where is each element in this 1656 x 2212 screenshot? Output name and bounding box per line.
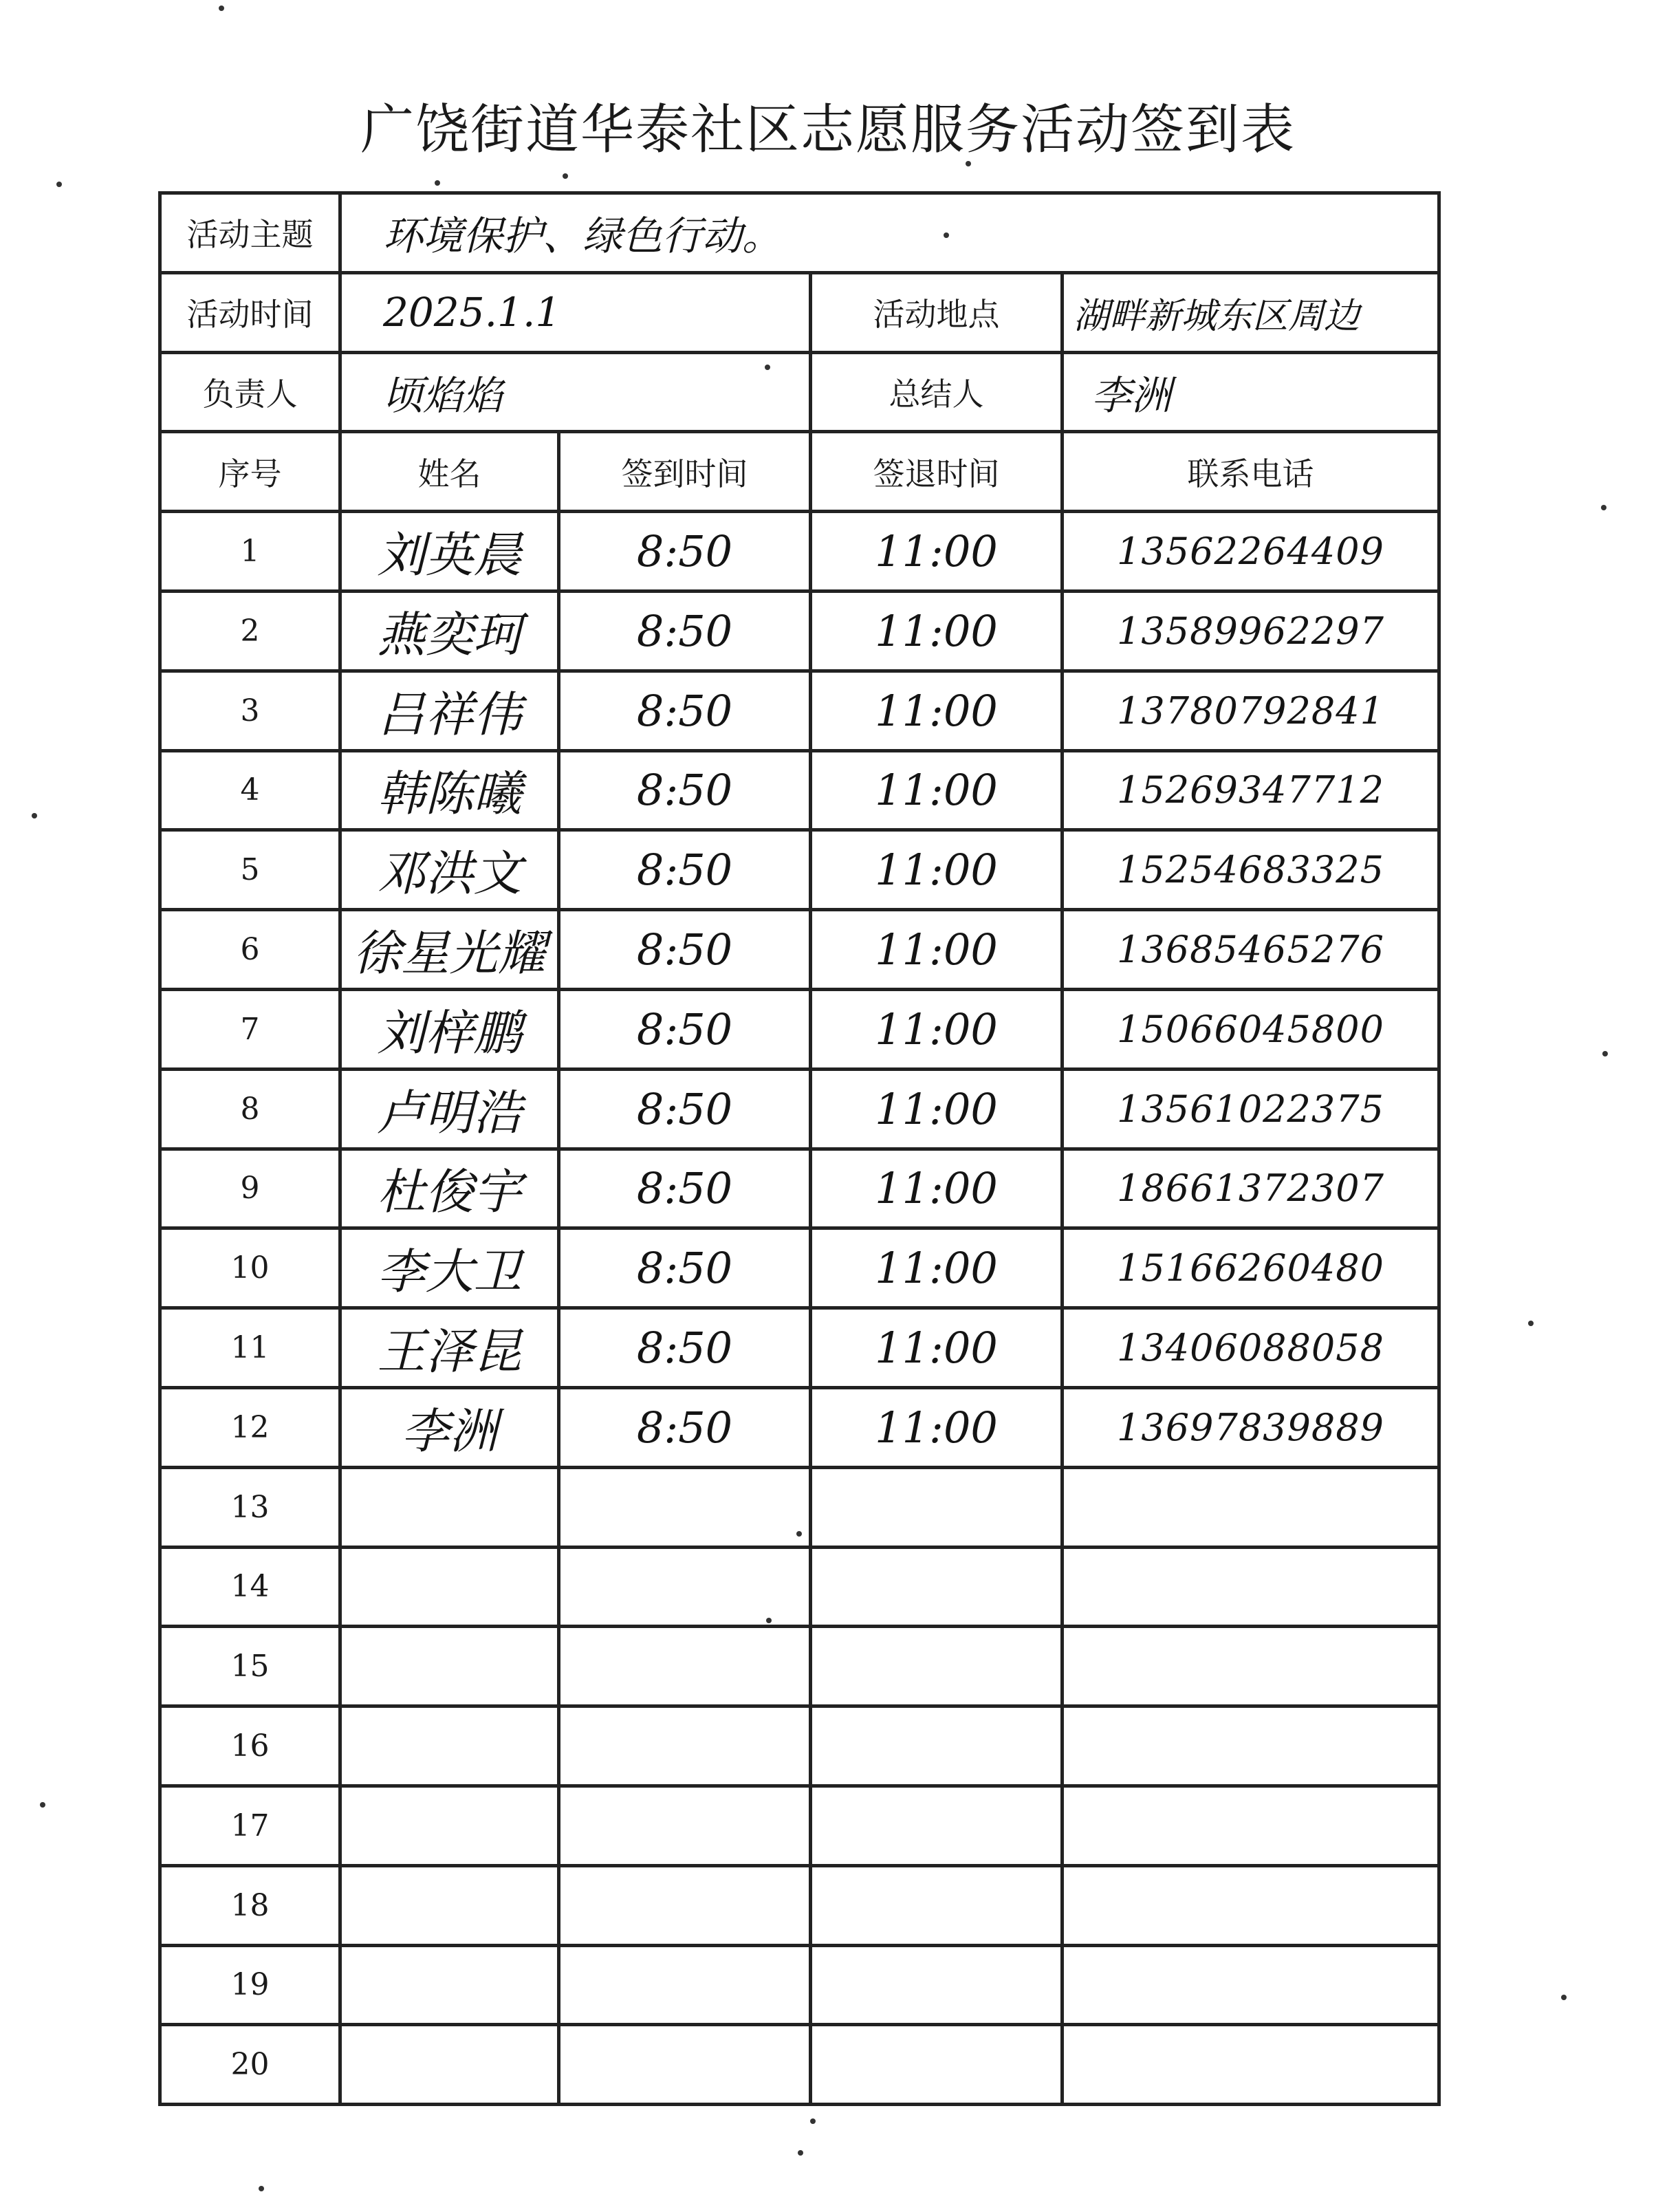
sign-out-time: 11:00	[811, 910, 1063, 990]
theme-value: 环境保护、绿色行动。	[340, 193, 1439, 273]
row-number: 19	[160, 1945, 340, 2025]
participant-name	[340, 1706, 559, 1786]
row-number: 20	[160, 2025, 340, 2105]
participant-name: 吕祥伟	[340, 671, 559, 750]
table-row	[160, 750, 1439, 830]
sign-out-time: 11:00	[811, 1308, 1063, 1388]
sign-in-time	[559, 2025, 811, 2105]
phone-number	[1063, 1786, 1439, 1865]
col-header-sign-out: 签退时间	[811, 432, 1063, 512]
row-number: 6	[160, 910, 340, 990]
sign-out-time: 11:00	[811, 1387, 1063, 1467]
phone-number: 15066045800	[1063, 989, 1439, 1069]
table-row	[160, 910, 1439, 990]
sign-out-time	[811, 1467, 1063, 1547]
participant-name	[340, 1786, 559, 1865]
phone-number: 15166260480	[1063, 1228, 1439, 1308]
sign-out-time: 11:00	[811, 1069, 1063, 1149]
participant-name: 杜俊宇	[340, 1149, 559, 1228]
row-number: 18	[160, 1865, 340, 1945]
sign-out-time	[811, 1865, 1063, 1945]
row-number: 11	[160, 1308, 340, 1388]
sign-out-time	[811, 1945, 1063, 2025]
sign-in-time: 8:50	[559, 591, 811, 671]
sign-in-time	[559, 1627, 811, 1706]
leader-value: 顷焰焰	[340, 352, 811, 432]
sign-in-time	[559, 1865, 811, 1945]
table-row	[160, 1786, 1439, 1865]
row-number: 13	[160, 1467, 340, 1547]
sign-in-time	[559, 1786, 811, 1865]
phone-number: 13562264409	[1063, 512, 1439, 592]
sign-in-time: 8:50	[559, 1228, 811, 1308]
row-number: 17	[160, 1786, 340, 1865]
phone-number: 13406088058	[1063, 1308, 1439, 1388]
leader-label: 负责人	[160, 352, 340, 432]
table-row	[160, 830, 1439, 910]
leader-row	[160, 352, 1439, 432]
participant-name	[340, 1467, 559, 1547]
participant-name	[340, 1547, 559, 1627]
sign-out-time: 11:00	[811, 989, 1063, 1069]
table-row	[160, 989, 1439, 1069]
phone-number	[1063, 1945, 1439, 2025]
table-row	[160, 1387, 1439, 1467]
phone-number: 13589962297	[1063, 591, 1439, 671]
sign-in-time	[559, 1706, 811, 1786]
theme-row	[160, 193, 1439, 273]
participant-name: 李大卫	[340, 1228, 559, 1308]
summary-label: 总结人	[811, 352, 1063, 432]
sign-in-time: 8:50	[559, 750, 811, 830]
sign-in-time: 8:50	[559, 1308, 811, 1388]
participant-name: 邓洪文	[340, 830, 559, 910]
column-header-row	[160, 432, 1439, 512]
sign-in-time: 8:50	[559, 910, 811, 990]
phone-number: 13780792841	[1063, 671, 1439, 750]
row-number: 14	[160, 1547, 340, 1627]
sign-in-time: 8:50	[559, 1387, 811, 1467]
phone-number	[1063, 2025, 1439, 2105]
place-value: 湖畔新城东区周边	[1063, 272, 1439, 352]
table-row	[160, 1547, 1439, 1627]
time-place-row	[160, 272, 1439, 352]
sign-in-time: 8:50	[559, 1149, 811, 1228]
row-number: 16	[160, 1706, 340, 1786]
table-row	[160, 1308, 1439, 1388]
sign-in-time	[559, 1547, 811, 1627]
table-row	[160, 1706, 1439, 1786]
sign-in-time: 8:50	[559, 1069, 811, 1149]
row-number: 15	[160, 1627, 340, 1706]
table-row	[160, 671, 1439, 750]
table-row	[160, 2025, 1439, 2105]
col-header-name: 姓名	[340, 432, 559, 512]
phone-number	[1063, 1467, 1439, 1547]
sign-out-time: 11:00	[811, 1228, 1063, 1308]
table-row	[160, 1627, 1439, 1706]
table-row	[160, 1865, 1439, 1945]
phone-number: 15269347712	[1063, 750, 1439, 830]
col-header-phone: 联系电话	[1063, 432, 1439, 512]
phone-number: 13697839889	[1063, 1387, 1439, 1467]
participant-name: 徐星光耀	[340, 910, 559, 990]
sign-in-time: 8:50	[559, 512, 811, 592]
table-row	[160, 1149, 1439, 1228]
sign-in-time: 8:50	[559, 671, 811, 750]
phone-number: 13685465276	[1063, 910, 1439, 990]
sign-out-time: 11:00	[811, 750, 1063, 830]
row-number: 12	[160, 1387, 340, 1467]
participant-name: 王泽昆	[340, 1308, 559, 1388]
sign-in-time	[559, 1467, 811, 1547]
row-number: 1	[160, 512, 340, 592]
phone-number: 18661372307	[1063, 1149, 1439, 1228]
participant-name: 刘梓鹏	[340, 989, 559, 1069]
phone-number: 15254683325	[1063, 830, 1439, 910]
participant-name	[340, 1865, 559, 1945]
participant-name	[340, 2025, 559, 2105]
phone-number	[1063, 1547, 1439, 1627]
sign-out-time: 11:00	[811, 671, 1063, 750]
col-header-sign-in: 签到时间	[559, 432, 811, 512]
sign-out-time	[811, 1627, 1063, 1706]
phone-number	[1063, 1706, 1439, 1786]
row-number: 7	[160, 989, 340, 1069]
sign-in-time	[559, 1945, 811, 2025]
row-number: 9	[160, 1149, 340, 1228]
sign-out-time	[811, 1706, 1063, 1786]
time-value: 2025.1.1	[340, 272, 811, 352]
participant-name: 刘英晨	[340, 512, 559, 592]
sign-out-time	[811, 1786, 1063, 1865]
summary-value: 李洲	[1063, 352, 1439, 432]
table-row	[160, 1228, 1439, 1308]
sign-in-time: 8:50	[559, 830, 811, 910]
row-number: 10	[160, 1228, 340, 1308]
form-title: 广饶街道华泰社区志愿服务活动签到表	[360, 99, 1296, 161]
sign-out-time: 11:00	[811, 512, 1063, 592]
row-number: 4	[160, 750, 340, 830]
sign-out-time: 11:00	[811, 830, 1063, 910]
table-row	[160, 512, 1439, 592]
phone-number	[1063, 1865, 1439, 1945]
sign-in-table	[158, 191, 1441, 2106]
participant-name: 韩陈曦	[340, 750, 559, 830]
sign-out-time: 11:00	[811, 1149, 1063, 1228]
sign-out-time	[811, 2025, 1063, 2105]
row-number: 5	[160, 830, 340, 910]
col-header-no: 序号	[160, 432, 340, 512]
sign-in-time: 8:50	[559, 989, 811, 1069]
theme-label: 活动主题	[160, 193, 340, 273]
participant-name	[340, 1945, 559, 2025]
time-label: 活动时间	[160, 272, 340, 352]
participant-name	[340, 1627, 559, 1706]
row-number: 2	[160, 591, 340, 671]
row-number: 8	[160, 1069, 340, 1149]
row-number: 3	[160, 671, 340, 750]
participant-name: 卢明浩	[340, 1069, 559, 1149]
phone-number: 13561022375	[1063, 1069, 1439, 1149]
phone-number	[1063, 1627, 1439, 1706]
table-row	[160, 1069, 1439, 1149]
sign-out-time	[811, 1547, 1063, 1627]
table-row	[160, 591, 1439, 671]
place-label: 活动地点	[811, 272, 1063, 352]
participant-name: 李洲	[340, 1387, 559, 1467]
sign-out-time: 11:00	[811, 591, 1063, 671]
table-row	[160, 1945, 1439, 2025]
participant-name: 燕奕珂	[340, 591, 559, 671]
